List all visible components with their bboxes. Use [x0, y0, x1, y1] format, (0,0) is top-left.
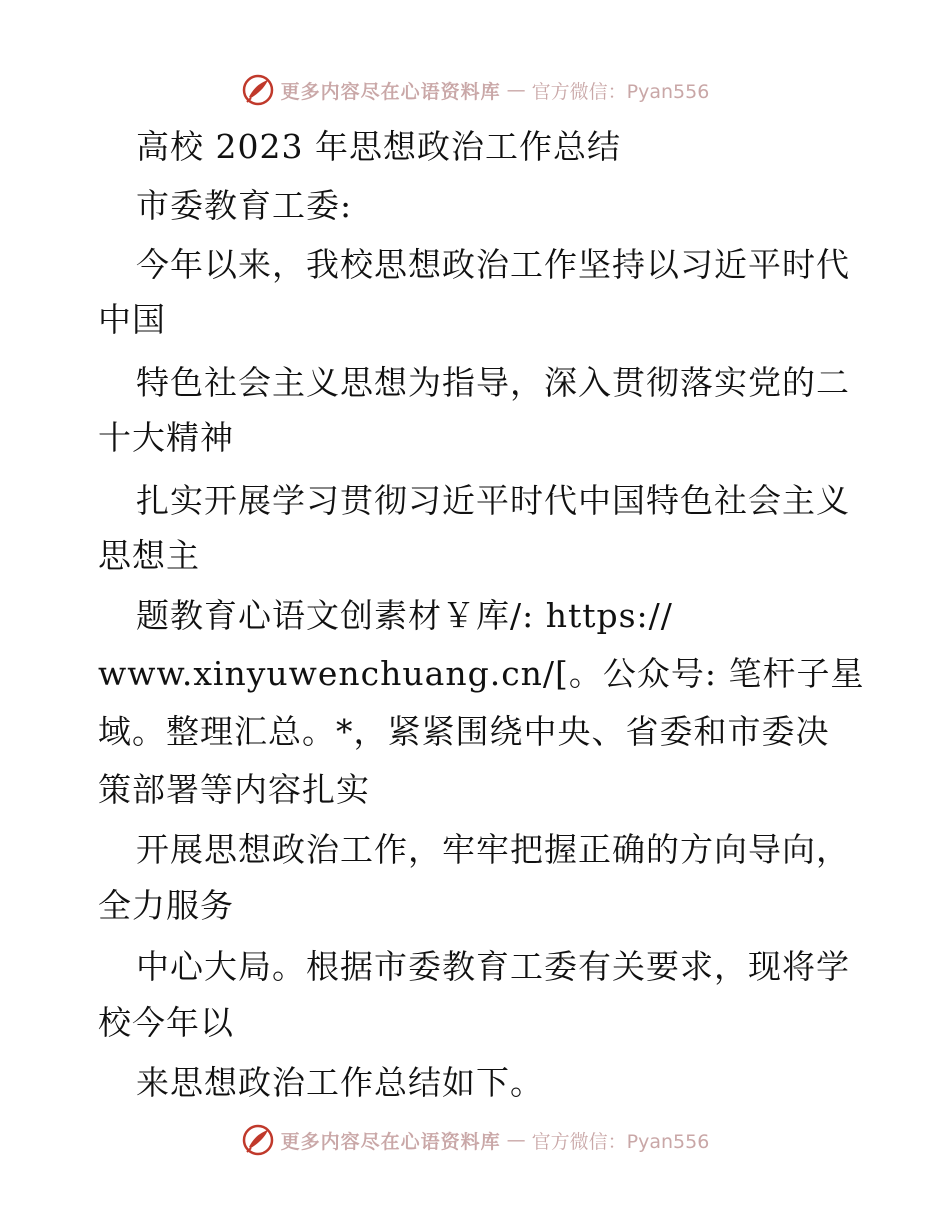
paragraph-line: 中心大局。根据市委教育工委有关要求，现将学: [136, 947, 850, 986]
paragraph-line: 域。整理汇总。*，紧紧围绕中央、省委和市委决: [98, 712, 830, 751]
footer-wechat-id: 官方微信：Pyan556: [531, 1130, 710, 1153]
paragraph-line: 特色社会主义思想为指导，深入贯彻落实党的二: [136, 363, 850, 402]
header-banner-text: 更多内容尽在心语资料库: [280, 80, 501, 103]
paragraph-line: 来思想政治工作总结如下。: [136, 1063, 544, 1102]
quill-pen-logo-icon: [241, 73, 275, 107]
paragraph-line: 开展思想政治工作，牢牢把握正确的方向导向，: [136, 830, 850, 869]
quill-pen-logo-icon: [241, 1123, 275, 1157]
document-title: 高校 2023 年思想政治工作总结: [136, 127, 621, 166]
paragraph-line: 思想主: [98, 536, 200, 575]
paragraph-line: 今年以来，我校思想政治工作坚持以习近平时代: [136, 245, 850, 284]
paragraph-line: 十大精神: [98, 418, 234, 457]
paragraph-line: 扎实开展学习贯彻习近平时代中国特色社会主义: [136, 481, 850, 520]
footer-watermark-banner: [0, 1120, 950, 1160]
header-watermark-banner: [0, 70, 950, 110]
paragraph-line: 全力服务: [98, 886, 234, 925]
header-banner-separator: —: [506, 79, 526, 101]
paragraph-line: www.xinyuwenchuang.cn/[。公众号: 笔杆子星: [98, 654, 865, 693]
document-salutation: 市委教育工委:: [136, 186, 353, 225]
paragraph-line: 题教育心语文创素材￥库/: https://: [136, 596, 673, 635]
paragraph-line: 策部署等内容扎实: [98, 770, 370, 809]
paragraph-line: 校今年以: [98, 1003, 234, 1042]
footer-banner-text: 更多内容尽在心语资料库: [280, 1130, 501, 1153]
footer-banner-separator: —: [506, 1129, 526, 1151]
paragraph-line: 中国: [98, 300, 166, 339]
header-wechat-id: 官方微信：Pyan556: [531, 80, 710, 103]
